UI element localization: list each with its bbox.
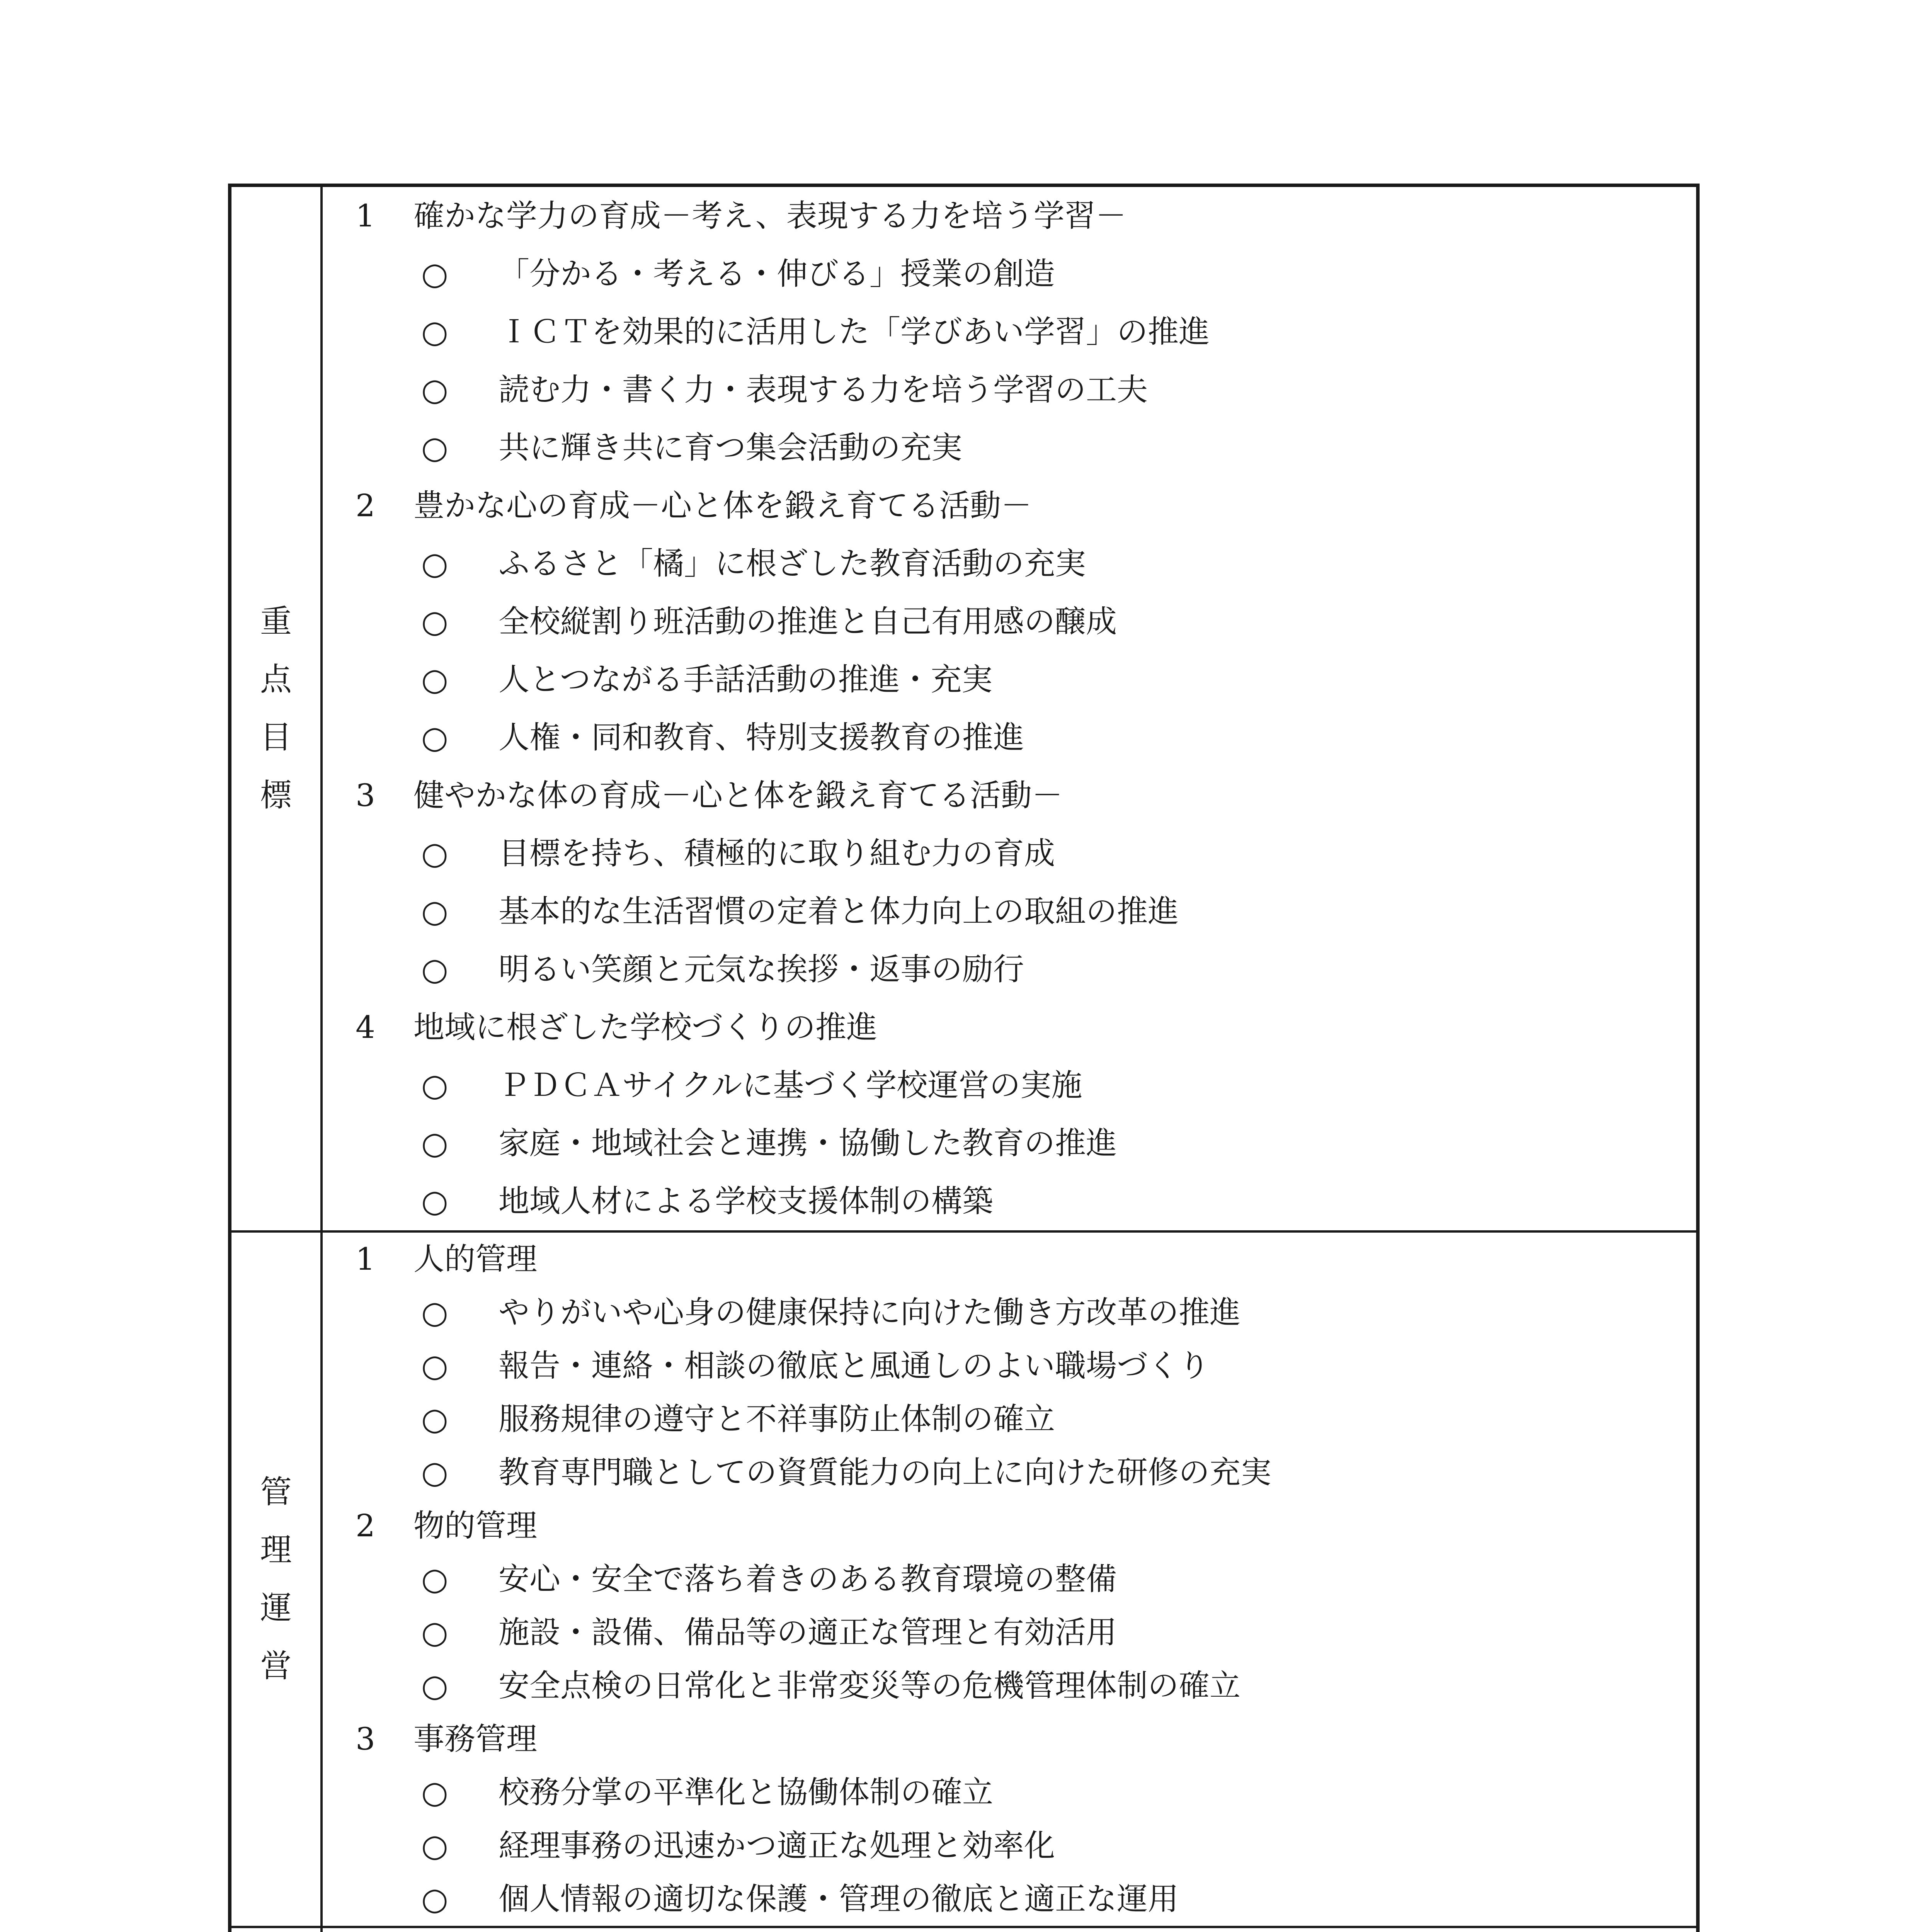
- list-item: [323, 1339, 1696, 1393]
- list-item: [323, 825, 1696, 883]
- bullet-mark: ○: [421, 256, 448, 292]
- bullet-mark: ○: [421, 1294, 448, 1330]
- list-item-text: 安全点検の日常化と非常変災等の危機管理体制の確立: [499, 1668, 1240, 1704]
- list-item: [323, 593, 1696, 651]
- management-heading-text: 物的管理: [413, 1508, 537, 1544]
- label-char: 標: [260, 777, 292, 814]
- features-content: [323, 1928, 1696, 1932]
- list-item-text: やりがいや心身の健康保持に向けた働き方改革の推進: [499, 1294, 1240, 1330]
- bullet-mark: ○: [421, 604, 448, 639]
- list-item: [323, 651, 1696, 709]
- label-char: 営: [260, 1648, 292, 1684]
- bullet-mark: ○: [421, 314, 448, 350]
- bullet-mark: ○: [421, 1067, 448, 1103]
- list-item: [323, 1819, 1696, 1872]
- list-item-text: 校務分掌の平準化と協働体制の確立: [499, 1774, 993, 1810]
- bullet-mark: ○: [421, 1774, 448, 1810]
- bullet-mark: ○: [421, 662, 448, 697]
- bullet-mark: ○: [421, 835, 448, 871]
- management-number: 1: [356, 1241, 375, 1277]
- label-char: 目: [260, 719, 292, 756]
- list-item: [323, 1172, 1696, 1230]
- list-item-text: ＩＣＴを効果的に活用した「学びあい学習」の推進: [499, 314, 1210, 350]
- bullet-mark: ○: [421, 1668, 448, 1704]
- goal-heading-text: 確かな学力の育成－考え、表現する力を培う学習－: [413, 198, 1126, 234]
- features-label: [231, 1928, 323, 1932]
- list-item: [323, 1553, 1696, 1606]
- bullet-mark: ○: [421, 1183, 448, 1219]
- list-item: [323, 245, 1696, 303]
- vertical-label: [260, 593, 292, 825]
- list-item: [323, 1766, 1696, 1819]
- management-heading: [323, 1499, 1696, 1553]
- vertical-label: [260, 1463, 292, 1695]
- list-item-text: 施設・設備、備品等の適正な管理と有効活用: [499, 1614, 1117, 1650]
- list-item: [323, 1872, 1696, 1926]
- list-item: [323, 1393, 1696, 1446]
- list-item-text: 明るい笑顔と元気な挨拶・返事の励行: [499, 951, 1024, 987]
- list-item: [323, 1056, 1696, 1114]
- management-content: [323, 1233, 1696, 1926]
- list-item-text: 全校縦割り班活動の推進と自己有用感の醸成: [499, 604, 1117, 639]
- list-item-text: 読む力・書く力・表現する力を培う学習の工夫: [499, 372, 1148, 408]
- features-row: [231, 1926, 1696, 1932]
- list-item: [323, 1446, 1696, 1499]
- list-item: [323, 883, 1696, 940]
- bullet-mark: ○: [421, 546, 448, 582]
- list-item: [323, 535, 1696, 593]
- bullet-mark: ○: [421, 1348, 448, 1384]
- list-item: [323, 709, 1696, 767]
- list-item-text: 地域人材による学校支援体制の構築: [499, 1183, 993, 1219]
- management-heading: [323, 1713, 1696, 1766]
- list-item: [323, 303, 1696, 361]
- management-heading-text: 人的管理: [413, 1241, 537, 1277]
- label-char: 管: [260, 1474, 292, 1510]
- bullet-mark: ○: [421, 893, 448, 929]
- goal-heading: [323, 998, 1696, 1056]
- management-heading-text: 事務管理: [413, 1721, 537, 1757]
- list-item-text: 家庭・地域社会と連携・協働した教育の推進: [499, 1125, 1117, 1161]
- management-number: 2: [356, 1508, 375, 1544]
- management-number: 3: [356, 1721, 375, 1757]
- list-item-text: ＰＤＣＡサイクルに基づく学校運営の実施: [499, 1067, 1082, 1103]
- list-item-text: 共に輝き共に育つ集会活動の充実: [499, 430, 962, 466]
- goal-number: 2: [356, 488, 375, 524]
- goal-heading-text: 豊かな心の育成－心と体を鍛え育てる活動－: [413, 488, 1032, 524]
- goal-heading: [323, 767, 1696, 825]
- list-item-text: 基本的な生活習慣の定着と体力向上の取組の推進: [499, 893, 1179, 929]
- list-item-text: 報告・連絡・相談の徹底と風通しのよい職場づくり: [499, 1348, 1210, 1384]
- list-item: [323, 1114, 1696, 1172]
- management-row: [231, 1230, 1696, 1926]
- label-char: 重: [260, 603, 292, 640]
- list-item-text: ふるさと「橘」に根ざした教育活動の充実: [499, 546, 1086, 582]
- goal-number: 3: [356, 777, 375, 813]
- goal-number: 1: [356, 198, 375, 234]
- bullet-mark: ○: [421, 1614, 448, 1650]
- list-item-text: 安心・安全で落ち着きのある教育環境の整備: [499, 1561, 1117, 1597]
- goal-heading: [323, 187, 1696, 245]
- list-item-text: 服務規律の遵守と不祥事防止体制の確立: [499, 1401, 1055, 1437]
- list-item-text: 個人情報の適切な保護・管理の徹底と適正な運用: [499, 1881, 1179, 1917]
- bullet-mark: ○: [421, 951, 448, 987]
- school-plan-table: [228, 184, 1700, 1932]
- goal-heading-text: 地域に根ざした学校づくりの推進: [413, 1009, 877, 1045]
- bullet-mark: ○: [421, 1454, 448, 1490]
- list-item: [323, 1606, 1696, 1659]
- bullet-mark: ○: [421, 1561, 448, 1597]
- bullet-mark: ○: [421, 1125, 448, 1161]
- bullet-mark: ○: [421, 372, 448, 408]
- list-item: [323, 1659, 1696, 1713]
- priority-goals-row: [231, 187, 1696, 1230]
- list-item-text: 教育専門職としての資質能力の向上に向けた研修の充実: [499, 1454, 1271, 1490]
- bullet-mark: ○: [421, 1401, 448, 1437]
- management-heading: [323, 1233, 1696, 1286]
- priority-goals-label: [231, 187, 323, 1230]
- list-item-text: 人権・同和教育、特別支援教育の推進: [499, 719, 1024, 755]
- list-item-text: 目標を持ち、積極的に取り組む力の育成: [499, 835, 1055, 871]
- goal-heading-text: 健やかな体の育成－心と体を鍛え育てる活動－: [413, 777, 1063, 813]
- list-item: [323, 1286, 1696, 1339]
- priority-goals-content: [323, 187, 1696, 1230]
- list-item-text: 人とつながる手話活動の推進・充実: [499, 662, 993, 697]
- list-item: [323, 361, 1696, 419]
- list-item: [323, 940, 1696, 998]
- bullet-mark: ○: [421, 719, 448, 755]
- label-char: 運: [260, 1590, 292, 1626]
- bullet-mark: ○: [421, 430, 448, 466]
- label-char: 点: [260, 661, 292, 698]
- goal-heading: [323, 477, 1696, 535]
- list-item-text: 「分かる・考える・伸びる」授業の創造: [499, 256, 1055, 292]
- label-char: 理: [260, 1532, 292, 1568]
- list-item-text: 経理事務の迅速かつ適正な処理と効率化: [499, 1828, 1055, 1864]
- bullet-mark: ○: [421, 1881, 448, 1917]
- list-item: [323, 419, 1696, 477]
- goal-number: 4: [356, 1009, 375, 1045]
- management-label: [231, 1233, 323, 1926]
- bullet-mark: ○: [421, 1828, 448, 1864]
